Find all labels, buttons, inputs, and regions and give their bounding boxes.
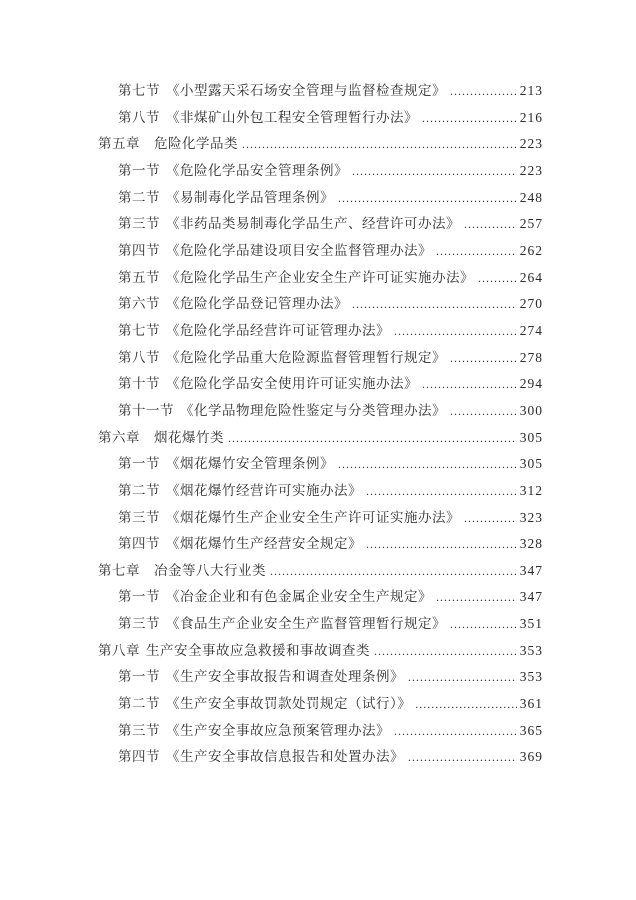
toc-page-number: 353 bbox=[519, 642, 543, 658]
toc-leader-dots bbox=[242, 132, 517, 158]
toc-entry bbox=[0, 451, 636, 478]
toc-entry-title: 《生产安全事故报告和调查处理条例》 bbox=[166, 669, 404, 685]
toc-entry-label: 第四节 bbox=[118, 242, 160, 258]
toc-page-number: 270 bbox=[519, 296, 543, 312]
toc-entry bbox=[0, 425, 636, 452]
toc-entry-title: 《危险化学品安全使用许可证实施办法》 bbox=[166, 376, 418, 392]
toc-entry bbox=[0, 371, 636, 398]
toc-entry-label: 第十节 bbox=[118, 376, 160, 392]
toc-leader-dots bbox=[338, 452, 517, 478]
toc-page-number: 347 bbox=[519, 589, 543, 605]
toc-entry bbox=[0, 664, 636, 691]
toc-entry-title: 《危险化学品生产企业安全生产许可证实施办法》 bbox=[166, 269, 474, 285]
toc-entry-label: 第二节 bbox=[118, 482, 160, 498]
toc-entry bbox=[0, 345, 636, 372]
toc-leader-dots bbox=[394, 719, 517, 745]
toc-entry-title: 《冶金企业和有色金属企业安全生产规定》 bbox=[166, 589, 432, 605]
toc-page-number: 369 bbox=[519, 749, 543, 765]
toc-page-number: 264 bbox=[519, 269, 543, 285]
toc-entry-label: 第一节 bbox=[118, 162, 160, 178]
toc-entry-label: 第二节 bbox=[118, 696, 160, 712]
toc-entry-label: 第六章 bbox=[98, 429, 140, 445]
toc-page-number: 365 bbox=[519, 722, 543, 738]
toc-leader-dots bbox=[366, 532, 517, 558]
toc-leader-dots bbox=[366, 479, 517, 505]
toc-leader-dots bbox=[374, 639, 517, 665]
toc-entry-title: 《非药品类易制毒化学品生产、经营许可办法》 bbox=[166, 216, 460, 232]
toc-entry bbox=[0, 291, 636, 318]
toc-entry bbox=[0, 744, 636, 771]
toc-page-number: 328 bbox=[519, 536, 543, 552]
toc-entry-label: 第四节 bbox=[118, 536, 160, 552]
toc-entry-title: 冶金等八大行业类 bbox=[154, 562, 266, 578]
toc-entry-label: 第三节 bbox=[118, 616, 160, 632]
toc-entry-title: 《烟花爆竹安全管理条例》 bbox=[166, 456, 334, 472]
toc-entry-title: 《食品生产企业安全生产监督管理暂行规定》 bbox=[166, 616, 446, 632]
toc-entry-label: 第五章 bbox=[98, 136, 140, 152]
toc-entry-label: 第八节 bbox=[118, 109, 160, 125]
toc-page-number: 223 bbox=[519, 162, 543, 178]
toc-entry-label: 第四节 bbox=[118, 749, 160, 765]
toc-leader-dots bbox=[436, 585, 517, 611]
toc-leader-dots bbox=[436, 239, 517, 265]
toc-entry-title: 《危险化学品登记管理办法》 bbox=[166, 296, 348, 312]
toc-page-number: 278 bbox=[519, 349, 543, 365]
toc-leader-dots bbox=[450, 346, 517, 372]
toc-entry-title: 《危险化学品经营许可证管理办法》 bbox=[166, 322, 390, 338]
toc-entry-title: 《危险化学品安全管理条例》 bbox=[166, 162, 348, 178]
toc-entry-title: 《烟花爆竹生产经营安全规定》 bbox=[166, 536, 362, 552]
toc-entry-label: 第三节 bbox=[118, 216, 160, 232]
toc-entry-title: 《烟花爆竹生产企业安全生产许可证实施办法》 bbox=[166, 509, 460, 525]
toc-entry-title: 危险化学品类 bbox=[154, 136, 238, 152]
toc-entry bbox=[0, 558, 636, 585]
toc-entry bbox=[0, 691, 636, 718]
toc-entry bbox=[0, 265, 636, 292]
toc-page-number: 347 bbox=[519, 562, 543, 578]
toc-page-number: 262 bbox=[519, 242, 543, 258]
toc-page-number: 257 bbox=[519, 216, 543, 232]
toc-entry bbox=[0, 131, 636, 158]
toc-entry-label: 第二节 bbox=[118, 189, 160, 205]
toc-list bbox=[0, 78, 636, 771]
toc-entry bbox=[0, 105, 636, 132]
toc-leader-dots bbox=[422, 106, 517, 132]
toc-entry-label: 第一节 bbox=[118, 589, 160, 605]
toc-page-number: 312 bbox=[519, 482, 543, 498]
toc-entry bbox=[0, 611, 636, 638]
toc-page-number: 248 bbox=[519, 189, 543, 205]
toc-page-number: 223 bbox=[519, 136, 543, 152]
toc-entry-label: 第一节 bbox=[118, 669, 160, 685]
toc-entry bbox=[0, 478, 636, 505]
toc-leader-dots bbox=[408, 745, 517, 771]
toc-leader-dots bbox=[228, 426, 517, 452]
toc-leader-dots bbox=[422, 372, 517, 398]
toc-entry-title: 生产安全事故应急救援和事故调查类 bbox=[146, 642, 370, 658]
toc-leader-dots bbox=[394, 319, 517, 345]
toc-page-number: 361 bbox=[519, 696, 543, 712]
toc-entry-title: 《烟花爆竹经营许可实施办法》 bbox=[166, 482, 362, 498]
toc-entry bbox=[0, 185, 636, 212]
toc-leader-dots bbox=[464, 506, 517, 532]
toc-entry-title: 烟花爆竹类 bbox=[154, 429, 224, 445]
toc-page-number: 300 bbox=[519, 402, 543, 418]
toc-page-number: 353 bbox=[519, 669, 543, 685]
toc-entry-title: 《生产安全事故罚款处罚规定（试行）》 bbox=[166, 696, 412, 712]
toc-page-number: 294 bbox=[519, 376, 543, 392]
toc-page-number: 305 bbox=[519, 456, 543, 472]
toc-page-number: 216 bbox=[519, 109, 543, 125]
toc-entry-label: 第七节 bbox=[118, 83, 160, 98]
toc-leader-dots bbox=[415, 692, 517, 718]
toc-entry bbox=[0, 158, 636, 185]
toc-entry-title: 《化学品物理危险性鉴定与分类管理办法》 bbox=[180, 402, 446, 418]
toc-entry bbox=[0, 584, 636, 611]
toc-entry bbox=[0, 638, 636, 665]
toc-entry-label: 第七节 bbox=[118, 322, 160, 338]
toc-entry-title: 《危险化学品重大危险源监督管理暂行规定》 bbox=[166, 349, 446, 365]
toc-page-number: 351 bbox=[519, 616, 543, 632]
toc-entry-title: 《生产安全事故应急预案管理办法》 bbox=[166, 722, 390, 738]
toc-entry-label: 第十一节 bbox=[118, 402, 174, 418]
toc-entry bbox=[0, 318, 636, 345]
toc-entry bbox=[0, 718, 636, 745]
toc-entry-title: 《生产安全事故信息报告和处置办法》 bbox=[166, 749, 404, 765]
toc-entry-label: 第五节 bbox=[118, 269, 160, 285]
toc-leader-dots bbox=[478, 266, 517, 292]
toc-page-number: 305 bbox=[519, 429, 543, 445]
toc-entry-label: 第三节 bbox=[118, 722, 160, 738]
toc-entry-title: 《危险化学品建设项目安全监督管理办法》 bbox=[166, 242, 432, 258]
toc-leader-dots bbox=[270, 559, 517, 585]
toc-entry bbox=[0, 531, 636, 558]
toc-page-number: 213 bbox=[519, 83, 543, 98]
toc-leader-dots bbox=[450, 612, 517, 638]
toc-entry-title: 《非煤矿山外包工程安全管理暂行办法》 bbox=[166, 109, 418, 125]
toc-entry bbox=[0, 211, 636, 238]
toc-entry-label: 第六节 bbox=[118, 296, 160, 312]
toc-entry-title: 《小型露天采石场安全管理与监督检查规定》 bbox=[166, 83, 446, 98]
toc-leader-dots bbox=[450, 79, 517, 105]
toc-entry-label: 第八章 bbox=[98, 642, 140, 658]
toc-leader-dots bbox=[352, 292, 517, 318]
toc-entry bbox=[0, 238, 636, 265]
toc-page-number: 274 bbox=[519, 322, 543, 338]
toc-entry-label: 第七章 bbox=[98, 562, 140, 578]
toc-entry bbox=[0, 78, 636, 105]
toc-entry-title: 《易制毒化学品管理条例》 bbox=[166, 189, 334, 205]
toc-entry bbox=[0, 398, 636, 425]
toc-page-number: 323 bbox=[519, 509, 543, 525]
toc-entry-label: 第八节 bbox=[118, 349, 160, 365]
toc-leader-dots bbox=[464, 212, 517, 238]
toc-leader-dots bbox=[450, 399, 517, 425]
toc-entry-label: 第三节 bbox=[118, 509, 160, 525]
toc-leader-dots bbox=[338, 186, 517, 212]
toc-entry-label: 第一节 bbox=[118, 456, 160, 472]
toc-leader-dots bbox=[352, 159, 517, 185]
toc-leader-dots bbox=[408, 665, 517, 691]
toc-entry bbox=[0, 505, 636, 532]
